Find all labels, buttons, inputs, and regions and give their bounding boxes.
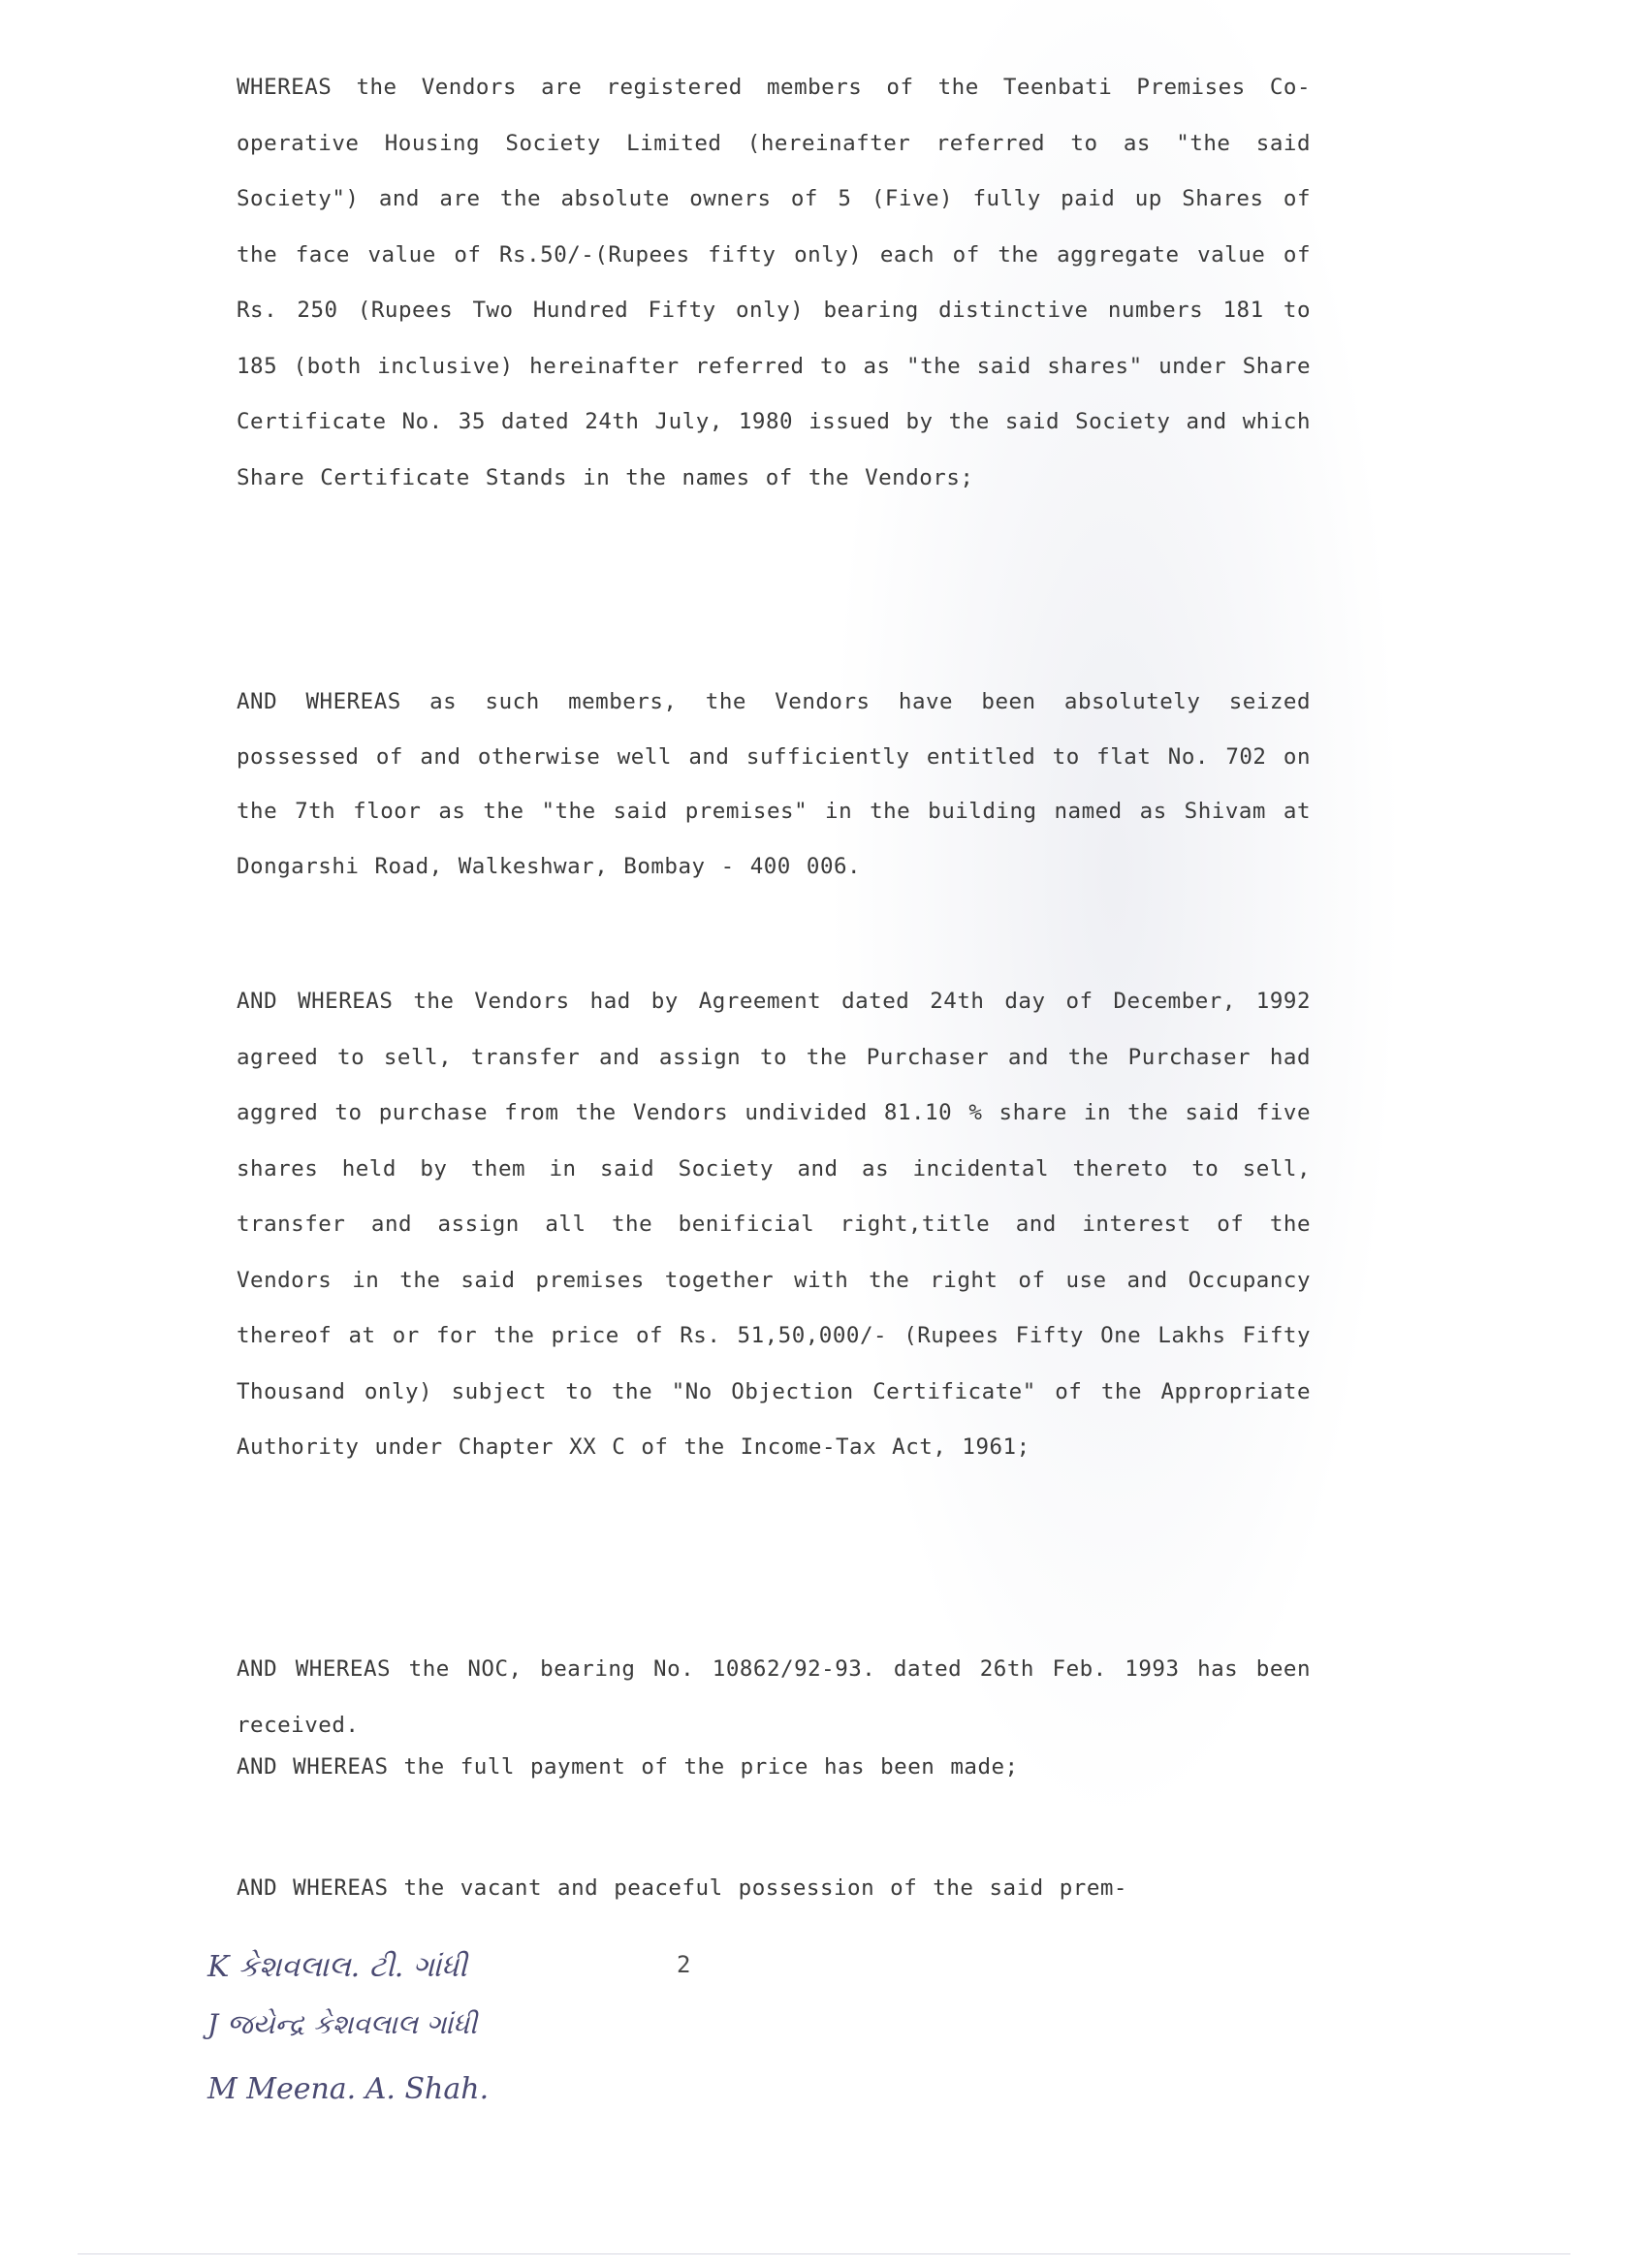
paragraph-5: AND WHEREAS the full payment of the price has been made; xyxy=(237,1754,1019,1780)
paragraph-2: AND WHEREAS as such members, the Vendors have been absolutely seized possessed of and otherwise well and sufficiently entitled to flat No. 702 on the 7th floor as the "the said premises" in the building named as Shivam at Dongarshi Road, Walkeshwar, Bombay - 400 006. xyxy=(237,689,1311,880)
page-number: 2 xyxy=(677,1951,691,1978)
paragraph-6: AND WHEREAS the vacant and peaceful possession of the said prem- xyxy=(237,1875,1127,1901)
paragraph-3: AND WHEREAS the Vendors had by Agreement dated 24th day of December, 1992 agreed to sell, transfer and assign to the Purchaser and the Purchaser had aggred to purchase from the Vendors undivided 81.10 % share in the said five shares held by them in said Society and as incidental thereto to sell, transfer and assign all the benificial right,title and interest of the Vendors in the said premises together with the right of use and Occupancy thereof at or for the price of Rs. 51,50,000/- (Rupees Fifty One Lakhs Fifty Thousand only) subject to the "No Objection Certificate" of the Appropriate Authority under Chapter XX C of the Income-Tax Act, 1961; xyxy=(237,989,1311,1460)
signature-2: J જયેન્દ્ર કેશવલાલ ગાંધી xyxy=(207,2008,478,2040)
paragraph-1: WHEREAS the Vendors are registered members of the Teenbati Premises Co-operative Housing Society Limited (hereinafter referred to as "the said Society") and are the absolute owners of 5 (Five) fully paid up Shares of the face value of Rs.50/-(Rupees fifty only) each of the aggregate value of Rs. 250 (Rupees Two Hundred Fifty only) bearing distinctive numbers 181 to 185 (both inclusive) hereinafter referred to as "the said shares" under Share Certificate No. 35 dated 24th July, 1980 issued by the said Society and which Share Certificate Stands in the names of the Vendors; xyxy=(237,75,1311,490)
paragraph-4: AND WHEREAS the NOC, bearing No. 10862/92-93. dated 26th Feb. 1993 has been received. xyxy=(237,1656,1311,1738)
signature-1: K કેશવલાલ. ટી. ગાંધી xyxy=(207,1950,467,1984)
signature-3: M Meena. A. Shah. xyxy=(207,2072,490,2106)
scan-edge-line xyxy=(78,2253,1570,2254)
